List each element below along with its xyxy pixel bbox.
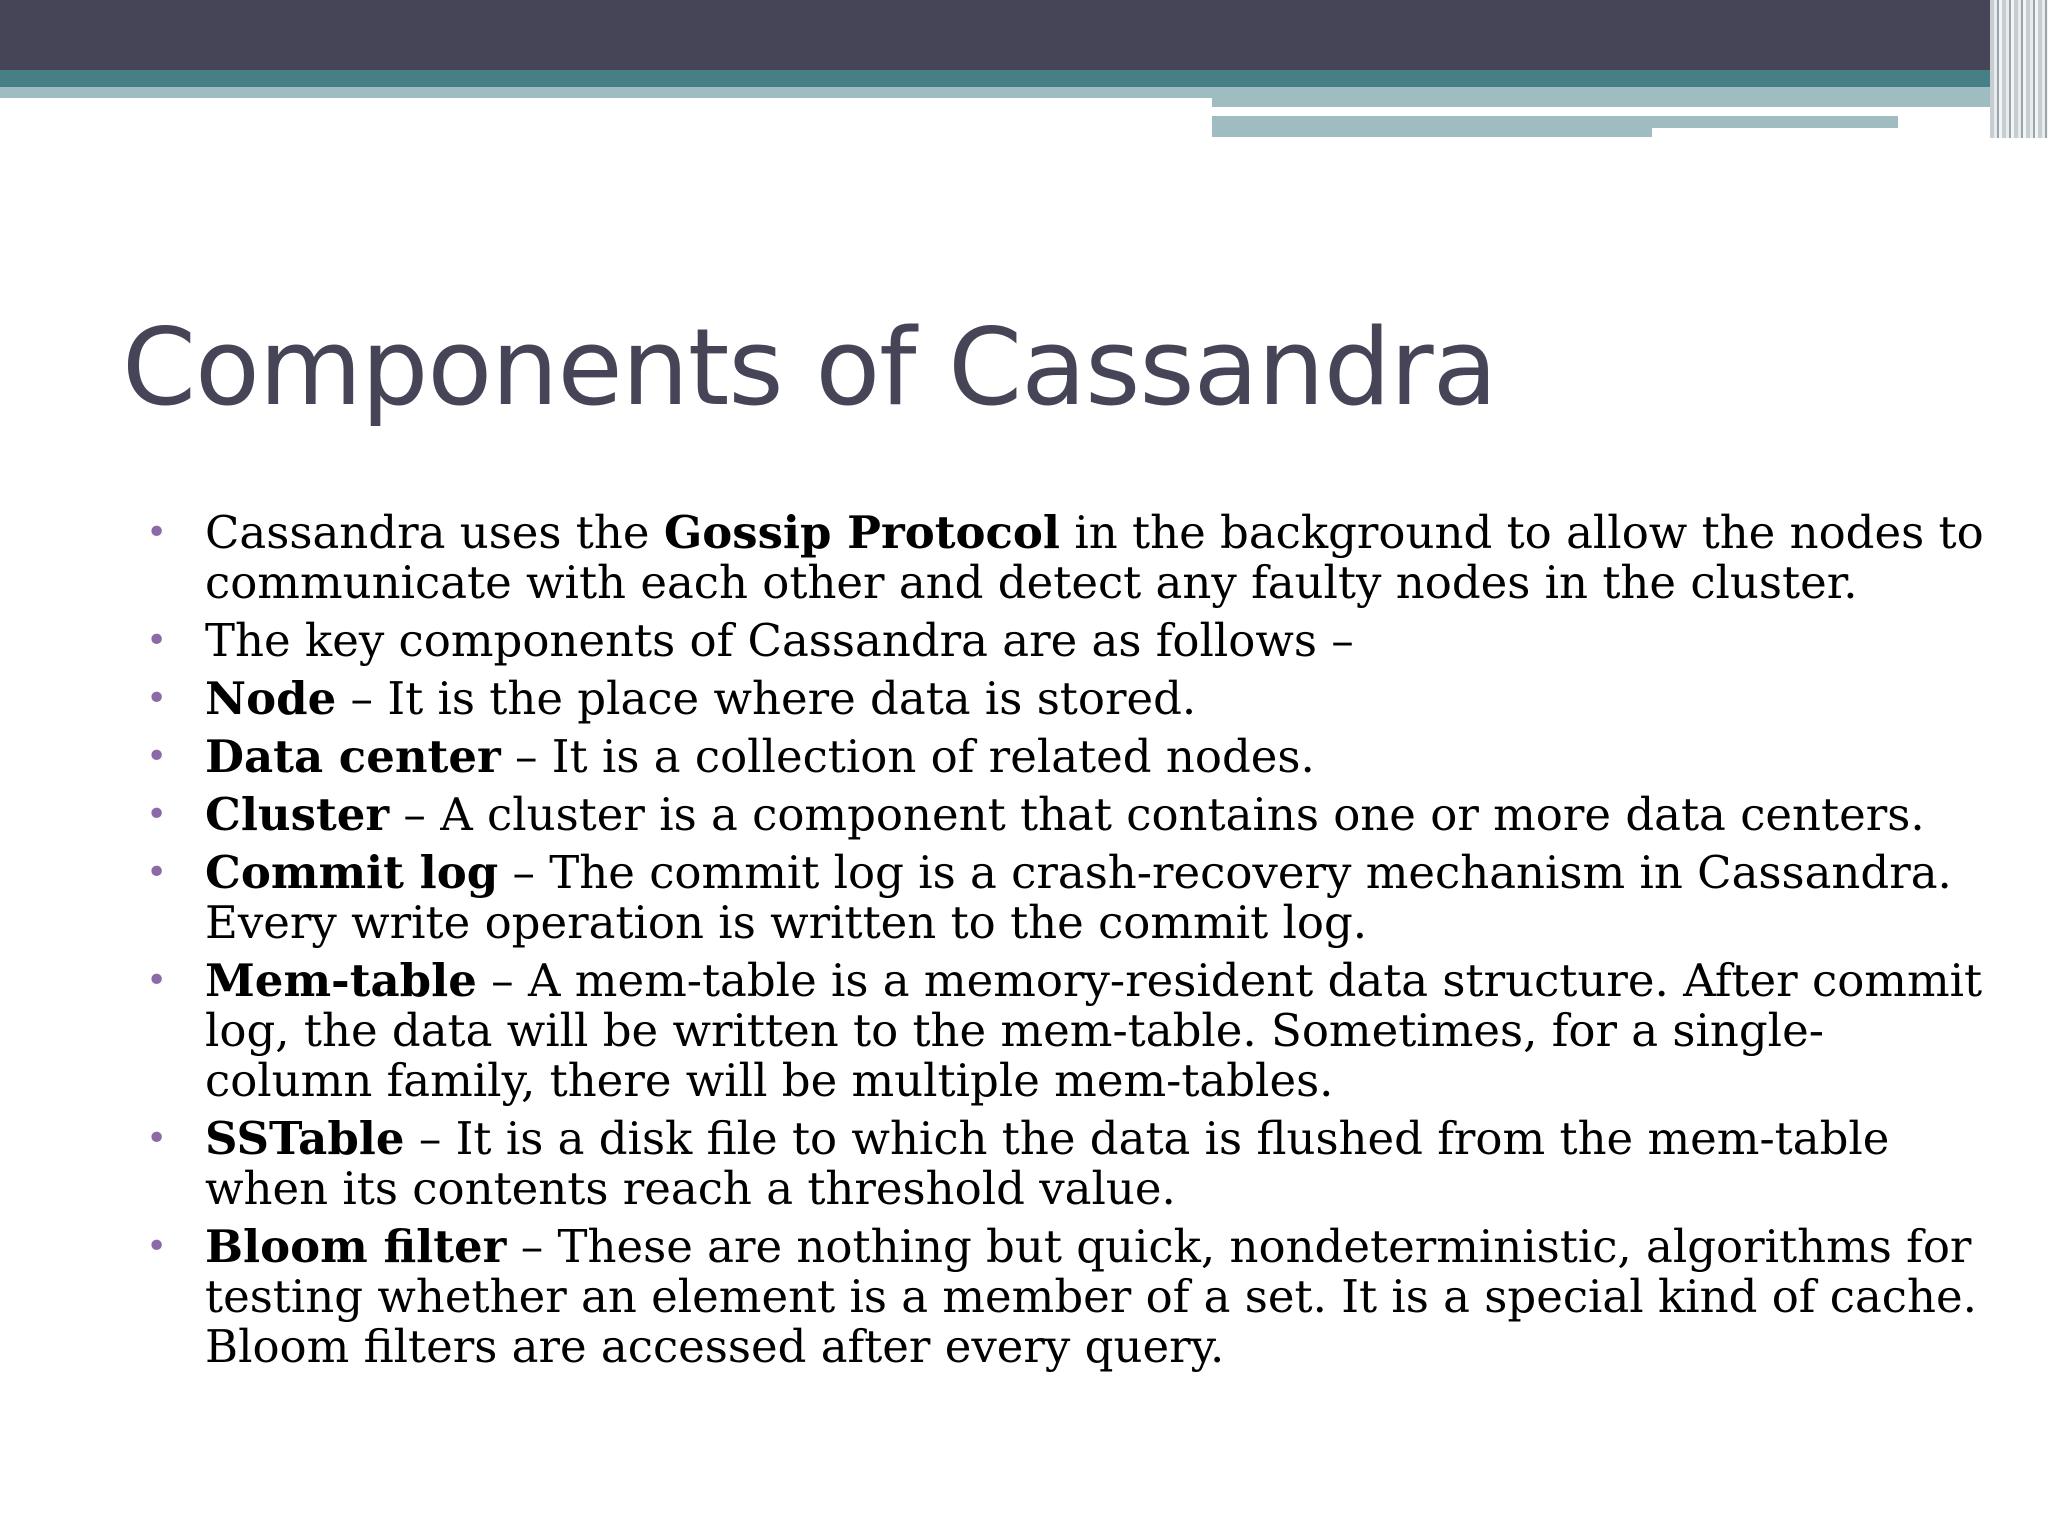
bullet-description: – It is the place where data is stored. xyxy=(336,672,1197,725)
bullet-item-node xyxy=(0,674,2048,724)
bullet-term: Mem-table xyxy=(205,954,477,1007)
bullet-item-mem-table xyxy=(0,956,2048,1106)
bullet-text xyxy=(205,506,1984,609)
bullet-item-key-components xyxy=(0,616,2048,666)
bullet-dot-icon: • xyxy=(146,794,168,835)
bullet-description: – A cluster is a component that contains one or more data centers. xyxy=(389,788,1925,841)
bullet-text xyxy=(205,788,1925,841)
bullet-list xyxy=(0,508,2048,1380)
bullet-text xyxy=(205,730,1315,783)
bullet-item-commit-log xyxy=(0,848,2048,948)
bullet-text xyxy=(205,614,1354,667)
bullet-item-bloom-filter xyxy=(0,1222,2048,1372)
bullet-term: Node xyxy=(205,672,337,725)
bullet-description: – A mem-table is a memory-resident data structure. After commit log, the data will be written to the mem-table. Sometimes, for a single-column family, there will be multiple mem-tables. xyxy=(205,954,1983,1107)
slide-title: Components of Cassandra xyxy=(122,306,1497,429)
bullet-description: – It is a collection of related nodes. xyxy=(500,730,1315,783)
bullet-dot-icon: • xyxy=(146,620,168,661)
header-band-light-right xyxy=(1212,87,2048,107)
bullet-dot-icon: • xyxy=(146,736,168,777)
bullet-dot-icon: • xyxy=(146,1118,168,1159)
bullet-text xyxy=(205,846,1952,949)
bullet-text xyxy=(205,672,1196,725)
bullet-dot-icon: • xyxy=(146,512,168,553)
bullet-pre: Cassandra uses the xyxy=(205,506,664,559)
bullet-term: SSTable xyxy=(205,1112,405,1165)
header-band-light-low-2 xyxy=(1652,116,1898,128)
bullet-description: – These are nothing but quick, nondeterministic, algorithms for testing whether an element is a member of a set. It is a special kind of cache. Bloom filters are accessed after every query. xyxy=(205,1220,1977,1373)
bullet-dot-icon: • xyxy=(146,960,168,1001)
bullet-dot-icon: • xyxy=(146,852,168,893)
bullet-item-gossip-protocol xyxy=(0,508,2048,608)
header-edge-lines xyxy=(1990,0,2048,138)
bullet-item-cluster xyxy=(0,790,2048,840)
bullet-description: – The commit log is a crash-recovery mechanism in Cassandra. Every write operation is written to the commit log. xyxy=(205,846,1952,949)
bullet-dot-icon: • xyxy=(146,678,168,719)
bullet-text xyxy=(205,1112,1889,1215)
bullet-term: Cluster xyxy=(205,788,390,841)
bullet-term: Commit log xyxy=(205,846,499,899)
header-band-dark xyxy=(0,0,2048,70)
header-band-light xyxy=(0,87,1212,98)
bullet-item-data-center xyxy=(0,732,2048,782)
bullet-pre: The key components of Cassandra are as follows – xyxy=(205,614,1354,667)
bullet-text xyxy=(205,954,1982,1107)
bullet-term: Gossip Protocol xyxy=(663,506,1061,559)
bullet-term: Bloom filter xyxy=(205,1220,507,1273)
bullet-description: in the background to allow the nodes to communicate with each other and detect any faulty nodes in the cluster. xyxy=(205,506,1984,609)
bullet-text xyxy=(205,1220,1977,1373)
bullet-description: – It is a disk file to which the data is flushed from the mem-table when its contents reach a threshold value. xyxy=(205,1112,1890,1215)
header-band-light-low xyxy=(1212,116,1652,137)
bullet-term: Data center xyxy=(205,730,501,783)
bullet-item-sstable xyxy=(0,1114,2048,1214)
header-band-teal xyxy=(0,70,2048,87)
bullet-dot-icon: • xyxy=(146,1226,168,1267)
